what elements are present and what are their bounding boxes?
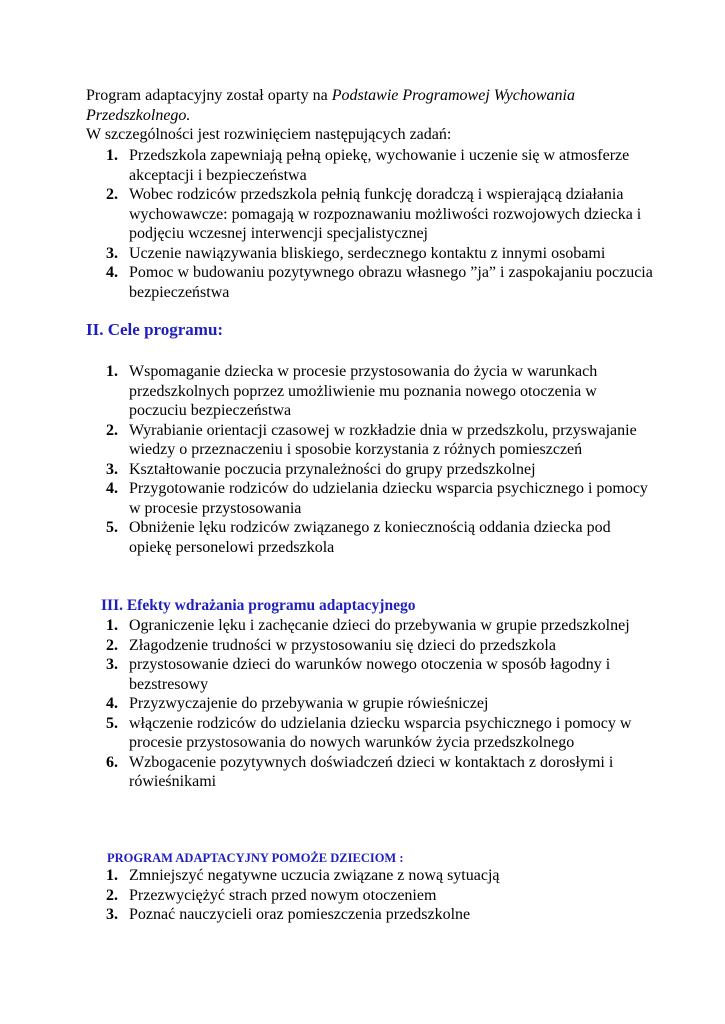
section-3-heading: III. Efekty wdrażania programu adaptacyjnego — [101, 597, 416, 614]
item-text: Zmniejszyć negatywne uczucia związane z nową sytuacją — [129, 867, 500, 884]
item-text: Złagodzenie trudności w przystosowaniu się dzieci do przedszkola — [129, 636, 556, 654]
list-item — [86, 753, 656, 792]
item-text: Pomoc w budowaniu pozytywnego obrazu własnego ”ja” i zaspokajaniu poczucia bezpieczeństwa — [129, 264, 653, 301]
list-item — [86, 421, 656, 460]
item-text: Wspomaganie dziecka w procesie przystosowania do życia w warunkach przedszkolnych poprzez umożliwienie mu poznania nowego otoczenia w poczuciu bezpieczeństwa — [129, 363, 598, 419]
item-number: 1. — [106, 147, 118, 164]
list-item — [86, 905, 656, 925]
item-number: 4. — [106, 480, 118, 497]
list-item — [86, 616, 656, 636]
item-number: 2. — [106, 636, 118, 654]
list-item — [86, 362, 656, 421]
intro-line-2: W szczególności jest rozwinięciem następujących zadań: — [86, 126, 452, 143]
goals-list — [86, 362, 656, 557]
list-item — [86, 636, 656, 656]
item-text: Wobec rodziców przedszkola pełnią funkcję doradczą i wspierającą działania wychowawcze: pomagają w rozpoznawaniu możliwości rozwojowych dziecka i podjęciu wczesnej interwencji specjalistycznej — [129, 186, 642, 242]
item-number: 5. — [106, 714, 118, 732]
item-number: 2. — [106, 886, 118, 904]
item-text: Przezwyciężyć strach przed nowym otoczeniem — [129, 886, 437, 904]
item-number: 2. — [106, 421, 118, 439]
item-number: 3. — [106, 906, 118, 923]
item-text: Wyrabianie orientacji czasowej w rozkładzie dnia w przedszkolu, przyswajanie wiedzy o przeznaczeniu i sposobie korzystania z różnych pomieszczeń — [129, 421, 637, 458]
list-item — [86, 518, 656, 557]
item-number: 1. — [106, 617, 118, 634]
list-item — [86, 694, 656, 714]
intro-line-1 — [86, 86, 646, 125]
item-text: Uczenie nawiązywania bliskiego, serdecznego kontaktu z innymi osobami — [129, 244, 606, 262]
item-text: Kształtowanie poczucia przynależności do grupy przedszkolnej — [129, 460, 536, 478]
item-number: 6. — [106, 753, 118, 771]
item-number: 3. — [106, 460, 118, 478]
list-item — [86, 479, 656, 518]
list-item — [86, 185, 656, 244]
item-text: przystosowanie dzieci do warunków nowego otoczenia w sposób łagodny i bezstresowy — [129, 656, 611, 693]
intro-paragraph — [86, 86, 646, 145]
list-item — [86, 886, 656, 906]
item-text: Wzbogacenie pozytywnych doświadczeń dzieci w kontaktach z dorosłymi i rówieśnikami — [129, 753, 614, 790]
program-helps-list — [86, 866, 656, 925]
item-number: 4. — [106, 695, 118, 712]
item-text: włączenie rodziców do udzielania dziecku wsparcia psychicznego i pomocy w procesie przystosowania do nowych warunków życia przedszkolnego — [129, 714, 632, 751]
item-number: 3. — [106, 656, 118, 673]
list-item — [86, 866, 656, 886]
list-item — [86, 146, 656, 185]
item-number: 1. — [106, 363, 118, 380]
item-text: Przygotowanie rodziców do udzielania dziecku wsparcia psychicznego i pomocy w procesie przystosowania — [129, 480, 648, 517]
section-2-heading: II. Cele programu: — [86, 320, 224, 339]
list-item — [86, 263, 656, 302]
item-text: Obniżenie lęku rodziców związanego z koniecznością oddania dziecka pod opiekę personelowi przedszkola — [129, 519, 611, 556]
item-number: 4. — [106, 264, 118, 281]
list-item — [86, 655, 656, 694]
section-4-heading: PROGRAM ADAPTACYJNY POMOŻE DZIECIOM : — [107, 851, 404, 865]
list-item — [86, 460, 656, 480]
intro-italic-title: Podstawie Programowej Wychowania Przedszkolnego. — [86, 87, 575, 124]
list-item — [86, 244, 656, 264]
effects-list — [86, 616, 656, 792]
item-number: 2. — [106, 186, 118, 203]
item-number: 5. — [106, 519, 118, 536]
intro-prefix: Program adaptacyjny został oparty na — [86, 87, 332, 104]
item-number: 3. — [106, 244, 118, 262]
item-text: Ograniczenie lęku i zachęcanie dzieci do przebywania w grupie przedszkolnej — [129, 617, 630, 634]
list-item — [86, 714, 656, 753]
item-number: 1. — [106, 867, 118, 884]
tasks-list — [86, 146, 656, 302]
item-text: Poznać nauczycieli oraz pomieszczenia przedszkolne — [129, 906, 471, 923]
item-text: Przedszkola zapewniają pełną opiekę, wychowanie i uczenie się w atmosferze akceptacji i bezpieczeństwa — [129, 147, 630, 184]
item-text: Przyzwyczajenie do przebywania w grupie rówieśniczej — [129, 695, 489, 712]
